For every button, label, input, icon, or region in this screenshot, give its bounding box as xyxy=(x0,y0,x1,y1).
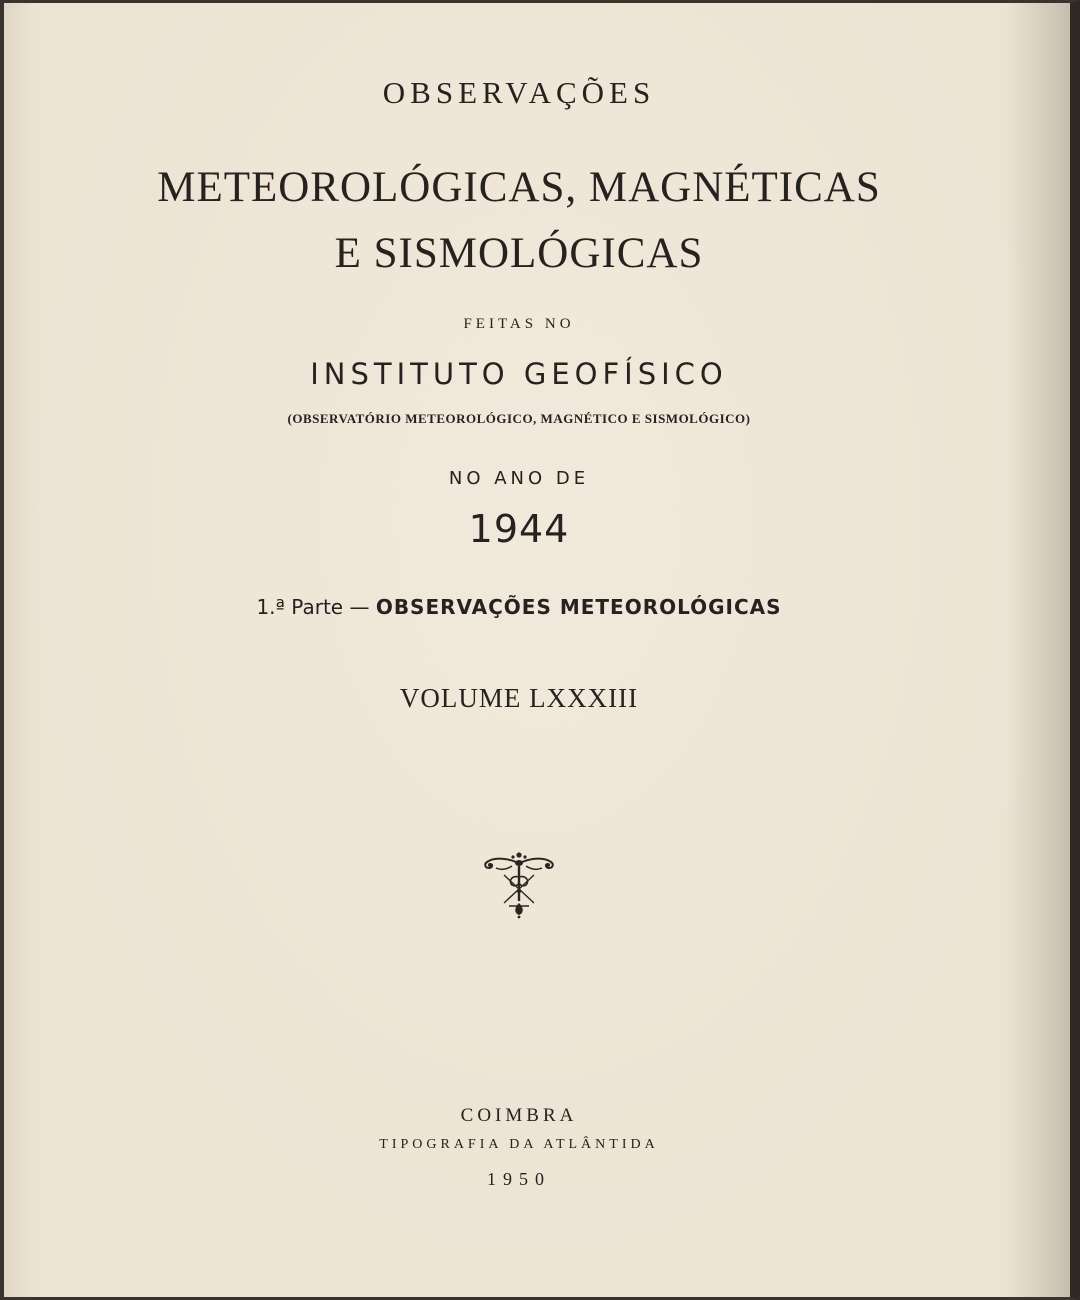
institute-subtitle: (OBSERVATÓRIO METEOROLÓGICO, MAGNÉTICO E SISMOLÓGICO) xyxy=(287,411,751,426)
made-at-label: FEITAS NO xyxy=(463,316,575,332)
imprint-year: 1950 xyxy=(487,1169,551,1189)
observation-year: 1944 xyxy=(468,507,570,551)
year-label: NO ANO DE xyxy=(448,468,590,489)
title-line-sismologicas: E SISMOLÓGICAS xyxy=(334,230,704,277)
title-line-meteorologicas: METEOROLÓGICAS, MAGNÉTICAS xyxy=(157,164,881,211)
part-number: 1.ª Parte — xyxy=(256,595,370,619)
imprint-city: COIMBRA xyxy=(460,1105,578,1126)
part-title: OBSERVAÇÕES METEOROLÓGICAS xyxy=(375,595,782,619)
volume-number: VOLUME LXXXIII xyxy=(399,683,639,713)
institute-name: INSTITUTO GEOFÍSICO xyxy=(310,357,728,391)
printers-ornament-icon xyxy=(482,851,556,919)
imprint-printer: TIPOGRAFIA DA ATLÂNTIDA xyxy=(379,1137,659,1152)
part-heading xyxy=(4,595,1034,619)
title-line-observacoes: OBSERVAÇÕES xyxy=(382,75,656,110)
